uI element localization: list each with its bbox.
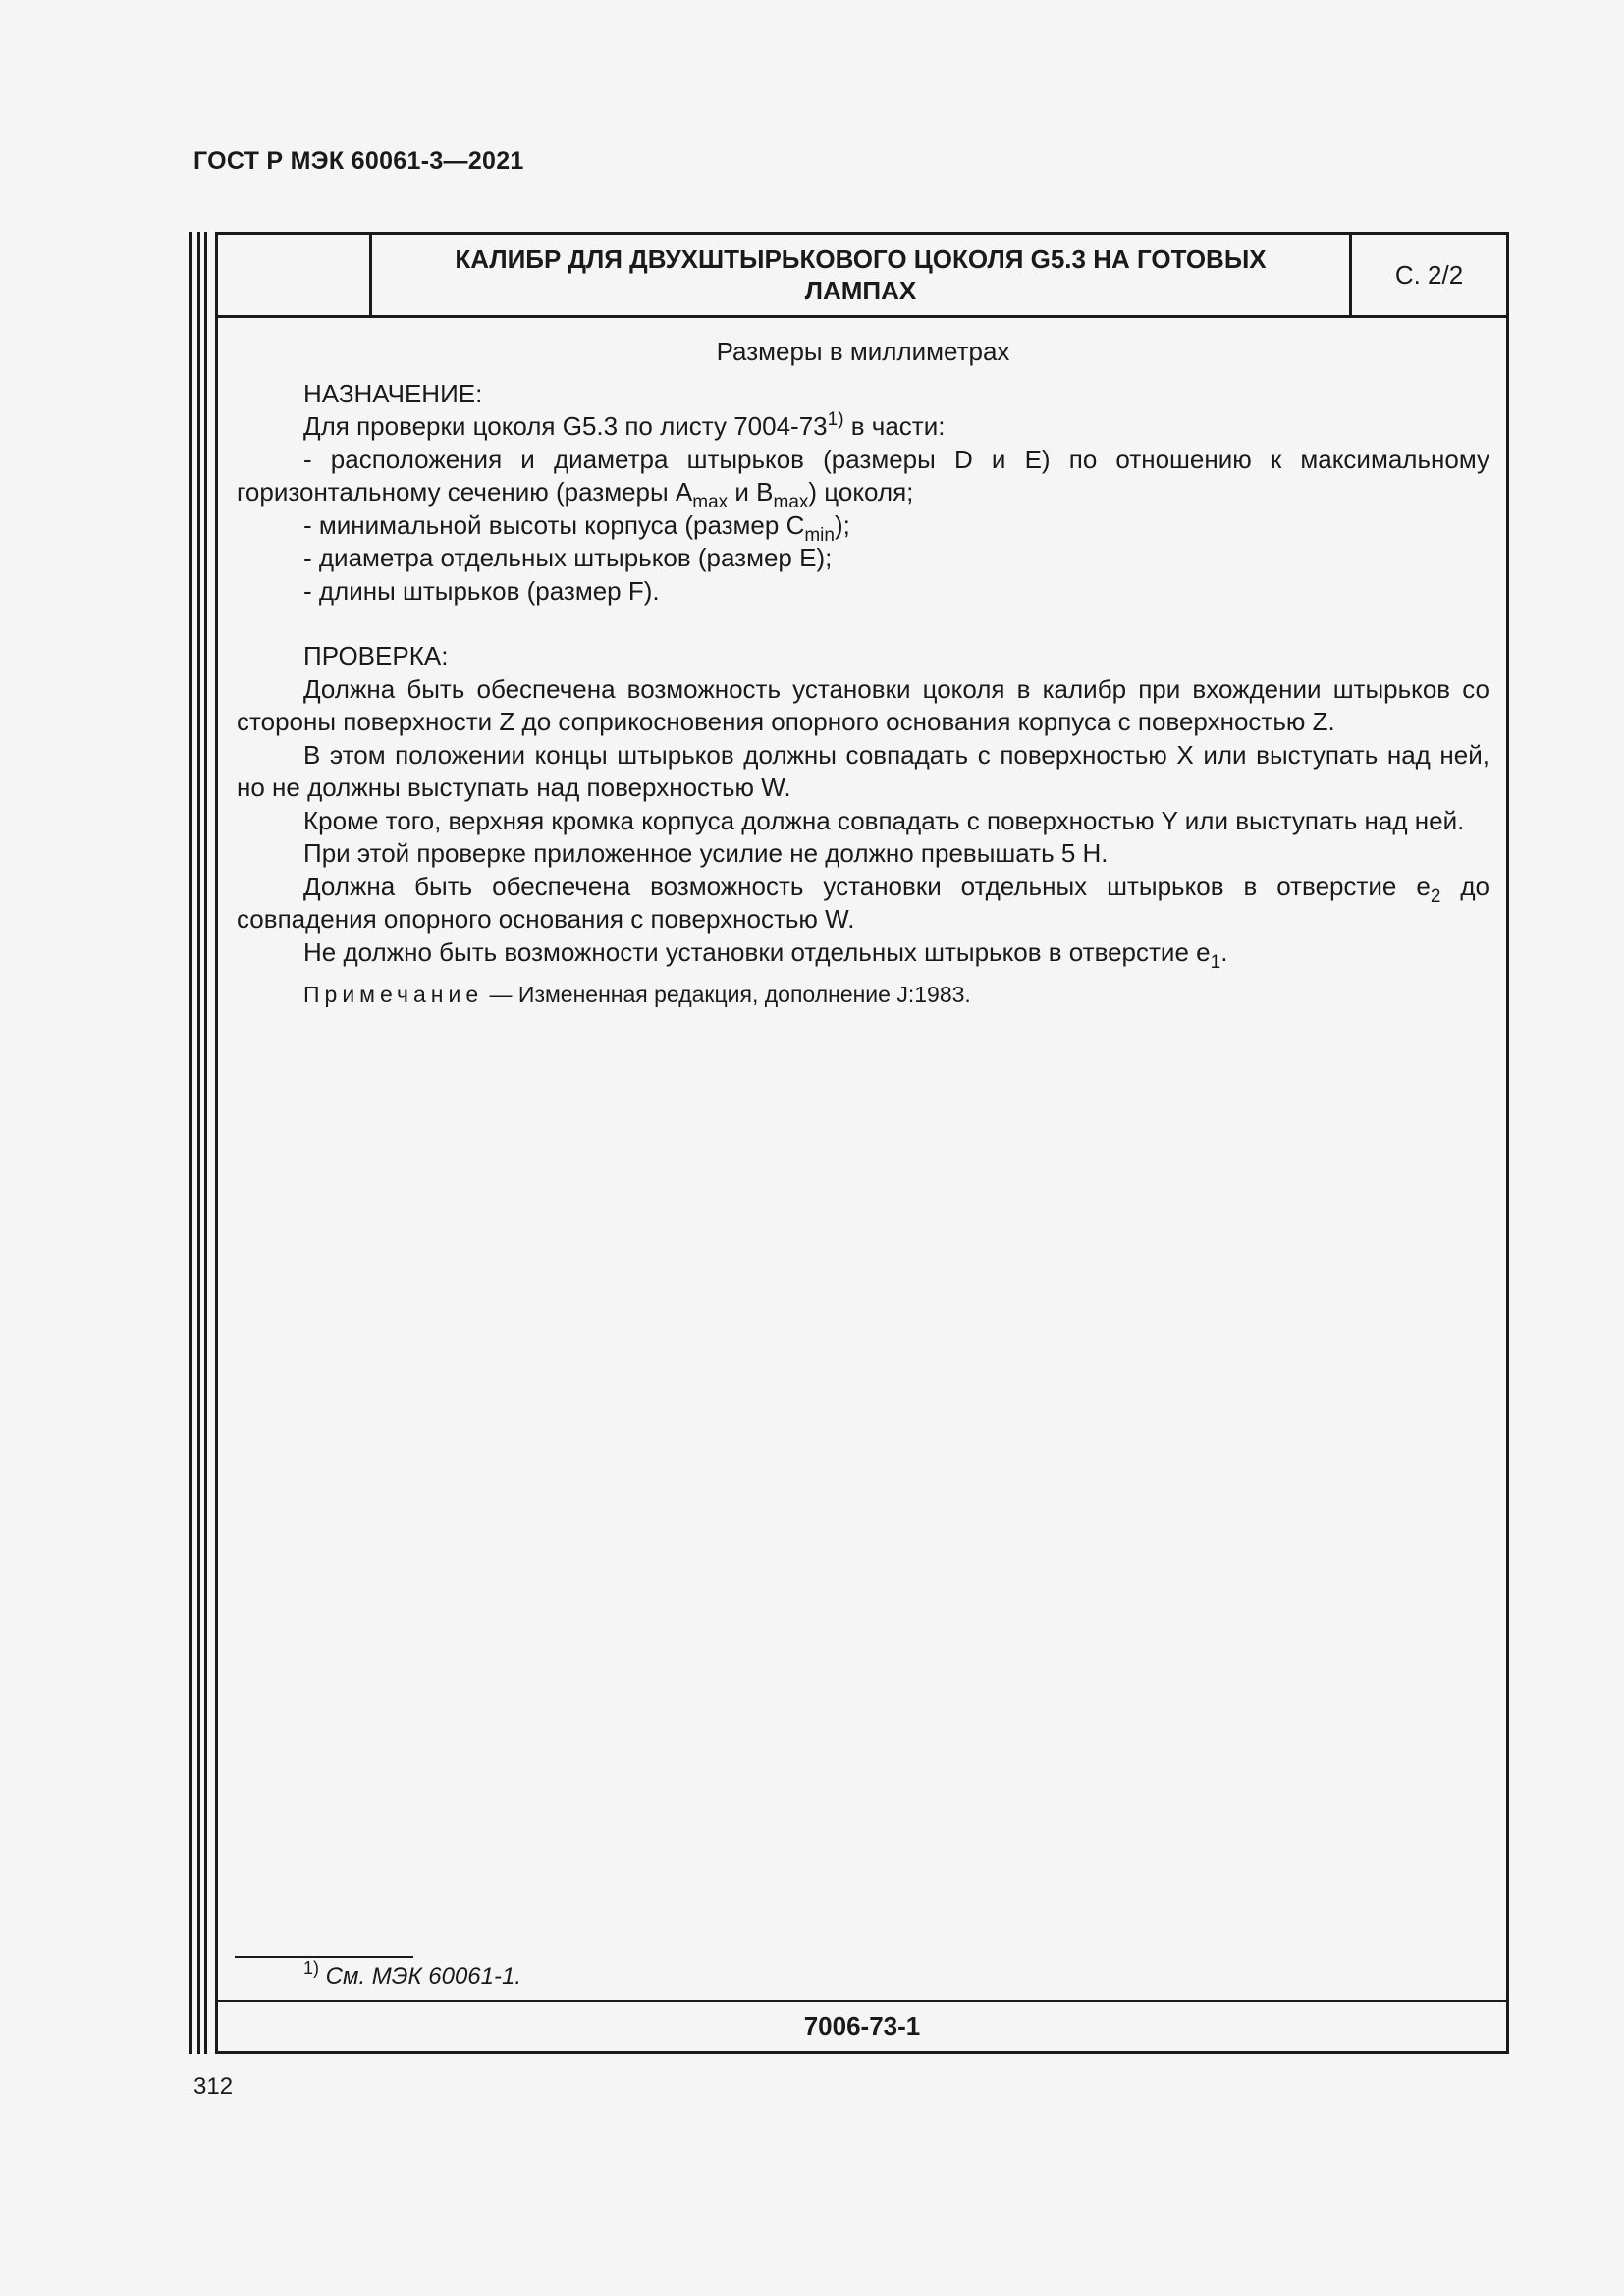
purpose-item-2 bbox=[237, 509, 1489, 546]
check-paragraph-4: При этой проверке приложенное усилие не должно превышать 5 Н. bbox=[303, 838, 1109, 868]
check-paragraph-6 bbox=[237, 936, 1489, 973]
sheet-title: КАЛИБР ДЛЯ ДВУХШТЫРЬКОВОГО ЦОКОЛЯ G5.3 НА ГОТОВЫХ ЛАМПАХ bbox=[372, 235, 1352, 315]
footnote-mark: 1) bbox=[303, 1958, 320, 1978]
subscript-a-max: max bbox=[692, 492, 729, 512]
check-paragraph-2: В этом положении концы штырьков должны совпадать с поверхностью X или выступать над ней, но не должны выступать над поверхностью W. bbox=[237, 739, 1489, 802]
subscript-c-min: min bbox=[804, 524, 835, 546]
purpose-item-1-mid: и B bbox=[728, 477, 774, 507]
units-note: Размеры в миллиметрах bbox=[716, 337, 1010, 366]
footnote-ref: 1) bbox=[827, 409, 844, 430]
sheet-code-row: 7006-73-1 bbox=[218, 2000, 1506, 2051]
purpose-item-1-text: - расположения и диаметра штырьков (размеры D и E) по отношению к максимальному горизонтальному сечению (размеры A bbox=[237, 444, 1489, 507]
check-paragraph-6-end: . bbox=[1220, 936, 1228, 967]
purpose-item-2-text: - минимальной высоты корпуса (размер C bbox=[303, 509, 805, 540]
sheet-body bbox=[237, 336, 1489, 1009]
subscript-e1: 1 bbox=[1210, 951, 1221, 973]
check-paragraph-1: Должна быть обеспечена возможность установки цоколя в калибр при вхождении штырьков со стороны поверхности Z до соприкосновения опорного основания корпуса с поверхностью Z. bbox=[237, 673, 1489, 736]
note-label: Примечание bbox=[303, 982, 484, 1007]
note bbox=[237, 980, 1489, 1009]
check-paragraph-6-text: Не должно быть возможности установки отдельных штырьков в отверстие e bbox=[303, 936, 1211, 967]
sheet-frame bbox=[215, 232, 1509, 2054]
paragraph-gap bbox=[237, 608, 1489, 640]
purpose-item-3: - диаметра отдельных штырьков (размер E); bbox=[303, 543, 833, 572]
purpose-intro bbox=[237, 410, 1489, 444]
footnote bbox=[303, 1960, 521, 1994]
sheet-page-ref: С. 2/2 bbox=[1394, 259, 1464, 290]
footnote-text: См. МЭК 60061-1. bbox=[319, 1963, 522, 1990]
footnote-rule bbox=[235, 1956, 413, 1958]
purpose-intro-text: Для проверки цоколя G5.3 по листу 7004-73 bbox=[303, 411, 828, 441]
page-number: 312 bbox=[193, 2073, 234, 2100]
margin-line-2 bbox=[197, 232, 200, 2054]
purpose-item-2-end: ); bbox=[834, 509, 850, 540]
subscript-e2: 2 bbox=[1430, 885, 1441, 907]
title-blank-cell bbox=[218, 235, 372, 315]
check-paragraph-5-text: Должна быть обеспечена возможность установки отдельных штырьков в отверстие e bbox=[303, 871, 1431, 901]
check-paragraph-5 bbox=[237, 871, 1489, 936]
purpose-heading: НАЗНАЧЕНИЕ: bbox=[303, 378, 483, 408]
title-row bbox=[218, 235, 1506, 318]
note-text: — Измененная редакция, дополнение J:1983. bbox=[483, 982, 971, 1007]
check-paragraph-5-end: до совпадения опорного основания с поверхностью W. bbox=[237, 871, 1489, 934]
purpose-item-1-end: ) цоколя; bbox=[808, 477, 914, 507]
purpose-item-1 bbox=[237, 444, 1489, 512]
check-heading: ПРОВЕРКА: bbox=[303, 641, 449, 670]
purpose-intro-end: в части: bbox=[843, 411, 946, 441]
purpose-item-4: - длины штырьков (размер F). bbox=[303, 575, 660, 606]
margin-line-1 bbox=[189, 232, 192, 2054]
check-paragraph-3: Кроме того, верхняя кромка корпуса должна совпадать с поверхностью Y или выступать над ней. bbox=[303, 805, 1465, 835]
document-header: ГОСТ Р МЭК 60061-3—2021 bbox=[193, 147, 524, 175]
margin-line-3 bbox=[204, 232, 207, 2054]
subscript-b-max: max bbox=[773, 492, 809, 512]
